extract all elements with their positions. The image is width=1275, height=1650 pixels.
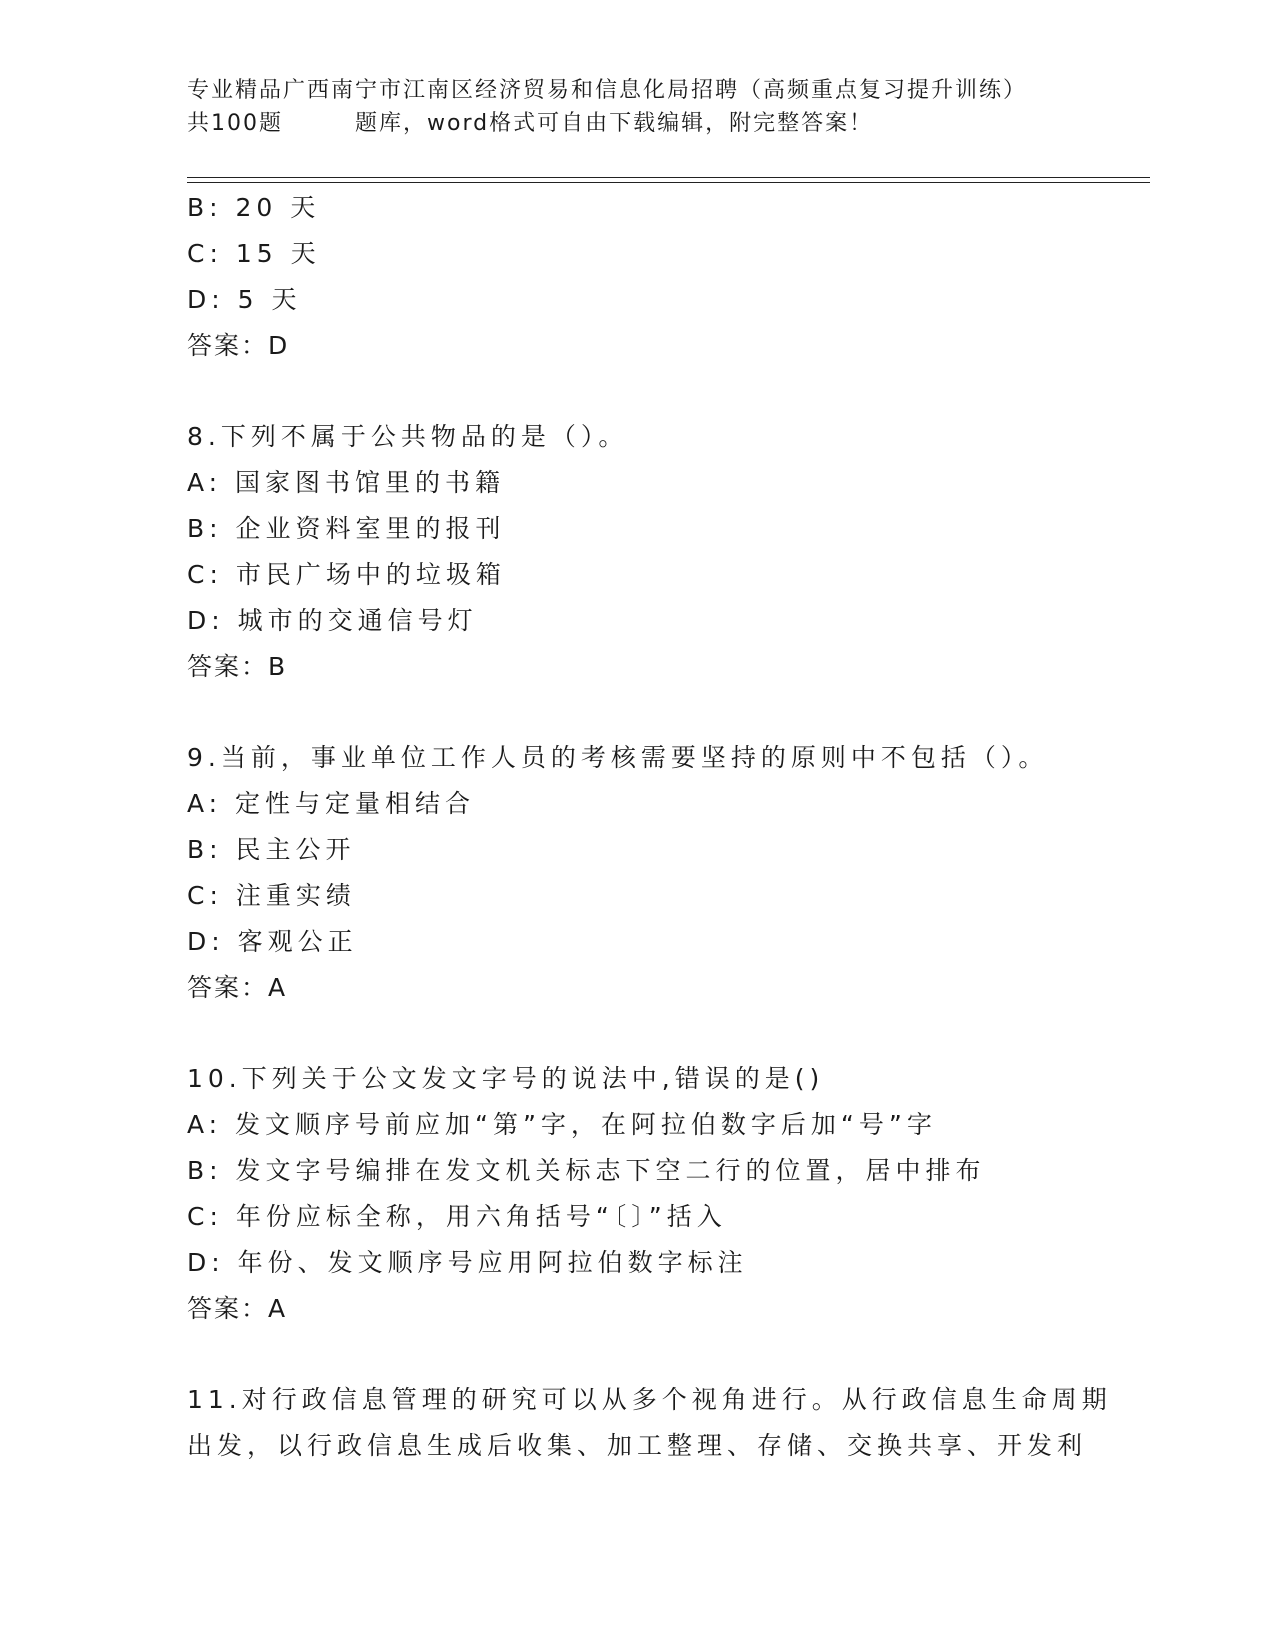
question-stem: 10.下列关于公文发文字号的说法中,错误的是(): [187, 1064, 825, 1093]
option-b: B: 企业资料室里的报刊: [187, 514, 506, 543]
spacer: [187, 1332, 1147, 1377]
option-c: C: 注重实绩: [187, 881, 356, 910]
option-b: B: 20 天: [187, 193, 321, 222]
answer-line: 答案：B: [187, 652, 288, 681]
option-c: C: 年份应标全称，用六角括号“〔〕”括入: [187, 1202, 727, 1231]
header-line2: [187, 107, 1147, 140]
option-a: A: 国家图书馆里的书籍: [187, 468, 506, 497]
document-header: [187, 74, 1147, 140]
option-a: A: 定性与定量相结合: [187, 789, 476, 818]
spacer: [187, 369, 1147, 414]
document-body: [187, 185, 1147, 1469]
option-d: D: 客观公正: [187, 927, 358, 956]
question-10: [187, 1056, 1147, 1332]
question-stem-line2: 出发，以行政信息生成后收集、加工整理、存储、交换共享、开发利: [187, 1431, 1088, 1460]
header-divider-top: [187, 177, 1150, 178]
spacer: [187, 1011, 1147, 1056]
question-stem: 8.下列不属于公共物品的是（）。: [187, 422, 629, 451]
question-11: [187, 1377, 1147, 1469]
option-d: D: 城市的交通信号灯: [187, 606, 478, 635]
header-divider-bottom: [187, 182, 1150, 183]
answer-line: 答案：A: [187, 973, 288, 1002]
option-c: C: 市民广场中的垃圾箱: [187, 560, 506, 589]
option-b: B: 民主公开: [187, 835, 356, 864]
header-subtitle: 题库，word格式可自由下载编辑，附完整答案！: [355, 111, 874, 136]
question-count: 共100题: [187, 111, 283, 136]
option-c: C: 15 天: [187, 239, 321, 268]
option-d: D: 5 天: [187, 285, 302, 314]
question-stem-line1: 11.对行政信息管理的研究可以从多个视角进行。从行政信息生命周期: [187, 1385, 1112, 1414]
option-a: A: 发文顺序号前应加“第”字，在阿拉伯数字后加“号”字: [187, 1110, 937, 1139]
question-stem: 9.当前，事业单位工作人员的考核需要坚持的原则中不包括（）。: [187, 743, 1049, 772]
question-9: [187, 735, 1147, 1011]
spacer: [187, 690, 1147, 735]
answer-line: 答案：A: [187, 1294, 288, 1323]
option-b: B: 发文字号编排在发文机关标志下空二行的位置，居中排布: [187, 1156, 986, 1185]
question-8: [187, 414, 1147, 690]
header-title: 专业精品广西南宁市江南区经济贸易和信息化局招聘（高频重点复习提升训练）: [187, 78, 1028, 103]
option-d: D: 年份、发文顺序号应用阿拉伯数字标注: [187, 1248, 748, 1277]
answer-line: 答案：D: [187, 331, 290, 360]
